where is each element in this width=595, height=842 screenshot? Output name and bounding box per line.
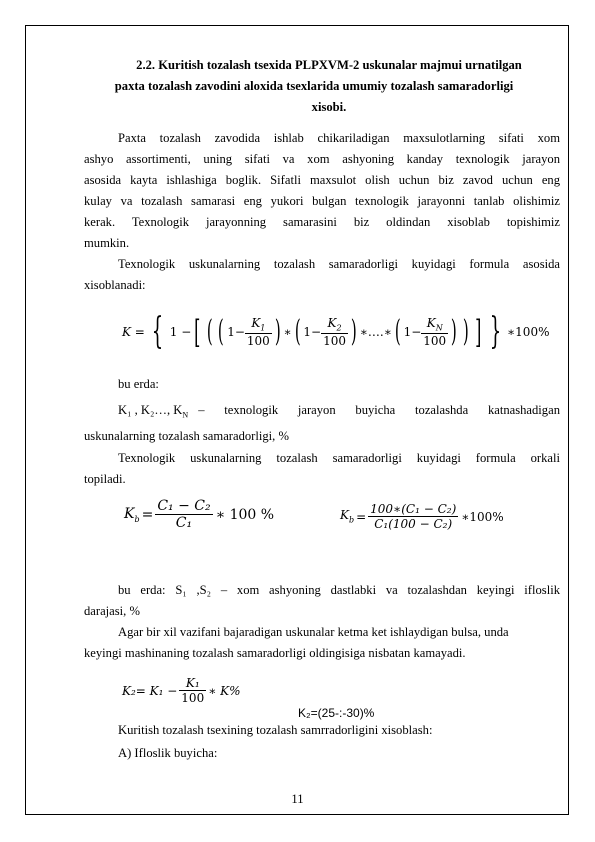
p1-line: mumkin.	[84, 236, 130, 250]
paragraph-3	[84, 448, 560, 490]
formula-one-minus: 1 −	[169, 325, 192, 339]
k-def-tail: – texnologik jarayon buyicha tozalashda katnashadigan	[198, 403, 560, 417]
s-definition	[84, 580, 560, 622]
frac-f4: $\frac{\text{K₁}}{100}$	[181, 676, 205, 705]
k-def-line-2: uskunalarning tozalash samaradorligi, %	[84, 428, 289, 443]
frac-k2: $\frac{K_2}{100}$	[323, 316, 346, 348]
bu-erda-label: bu erda:	[118, 377, 159, 391]
frac-f2: $\frac{\text{C₁ − C₂}}{\text{C₁}}$	[157, 498, 211, 531]
formula-dots: ∗….∗	[359, 325, 392, 339]
section-heading	[96, 55, 562, 118]
f3-tail: ∗100%	[461, 509, 504, 524]
s-def-line: darajasi, %	[84, 604, 140, 618]
paragraph-6: A) Ifloslik buyicha:	[118, 746, 218, 760]
k2-range: K₂=(25-:-30)%	[298, 706, 375, 720]
p3-line: Texnologik uskunalarning tozalash samaradorligi kuyidagi formula orkali	[118, 451, 560, 465]
formula-kb-1: $K_b$ = $\frac{\text{C₁ − C₂}}{\text{C₁}}$ ∗ 100 %	[124, 498, 275, 531]
heading-line-2: paxta tozalash zavodini aloxida tsexlarida umumiy tozalash samaradorligi	[114, 79, 514, 93]
paragraph-4	[84, 622, 560, 664]
f2-tail: ∗ 100 %	[215, 506, 275, 523]
p1-line: ashyo assortimenti, uning sifati va xom ashyoning kanday texnologik jarayon	[84, 152, 560, 166]
p1-line: asosida kayta ishlashiga boglik. Sifatli maxsulot olish uchun biz zavod uchun eng	[84, 173, 560, 187]
p1-line: Paxta tozalash zavodida ishlab chikariladigan maxsulotlarning sifati xom	[118, 131, 560, 145]
formula-main: K = { 1 − [ ( ( 1− $\frac{K_1}{100}$ ) ∗ ( 1− $\frac{K_2}{100}$ ) ∗….∗ ( 1− $\frac{K_N}{100}$ ) ) ] } ∗100%	[122, 311, 550, 352]
heading-line-3: xisobi.	[311, 100, 347, 114]
paragraph-1	[84, 128, 560, 254]
p1-line: kerak. Texnologik jarayonning samarasini biz oldindan xisoblab topishimiz	[84, 215, 560, 229]
frac-kn: $\frac{K_N}{100}$	[423, 316, 447, 348]
formula-tail: ∗100%	[507, 325, 550, 339]
p4-line: Agar bir xil vazifani bajaradigan uskunalar ketma ket ishlaydigan bulsa, unda	[118, 625, 509, 639]
f4-tail: ∗ K%	[208, 683, 241, 698]
p4-line: keyingi mashinaning tozalash samaradorligi oldingisiga nisbatan kamayadi.	[84, 646, 466, 660]
formula-kb-2: $K_b$ = $\frac{\text{100∗(C₁ − C₂)}}{\text{C₁(100 − C₂)}}$ ∗100%	[340, 502, 504, 531]
k-definition: K₁ , K₂…, $K_N$ – texnologik jarayon buyicha tozalashda katnashadigan uskunalarning tozalash samaradorligi, %	[84, 400, 560, 447]
s-def-line: bu erda: S₁ ,S₂ – xom ashyoning dastlabki va tozalashdan keyingi ifloslik	[118, 583, 560, 597]
p2-line: Texnologik uskunalarning tozalash samaradorligi kuyidagi formula asosida	[118, 257, 560, 271]
frac-f3: $\frac{\text{100∗(C₁ − C₂)}}{\text{C₁(100 − C₂)}}$	[370, 502, 457, 531]
p1-line: kulay va tozalash samarasi eng yukori bulgan texnologik jarayonni tanlab olishimiz	[84, 194, 560, 208]
heading-line-1: 2.2. Kuritish tozalash tsexida PLPXVM-2 uskunalar majmui urnatilgan	[136, 58, 522, 72]
f4-lhs: K₂= K₁ −	[122, 683, 178, 698]
k-list: K₁ , K₂…, K	[118, 403, 183, 417]
p3-line: topiladi.	[84, 472, 126, 486]
formula-lhs: K =	[122, 325, 145, 339]
paragraph-2	[84, 254, 560, 296]
paragraph-5: Kuritish tozalash tsexining tozalash samrradorligini xisoblash:	[118, 723, 433, 737]
frac-k1: $\frac{K_1}{100}$	[246, 316, 270, 348]
page-number: 11	[291, 792, 304, 806]
p2-line: xisoblanadi:	[84, 278, 146, 292]
formula-k2	[122, 676, 241, 705]
